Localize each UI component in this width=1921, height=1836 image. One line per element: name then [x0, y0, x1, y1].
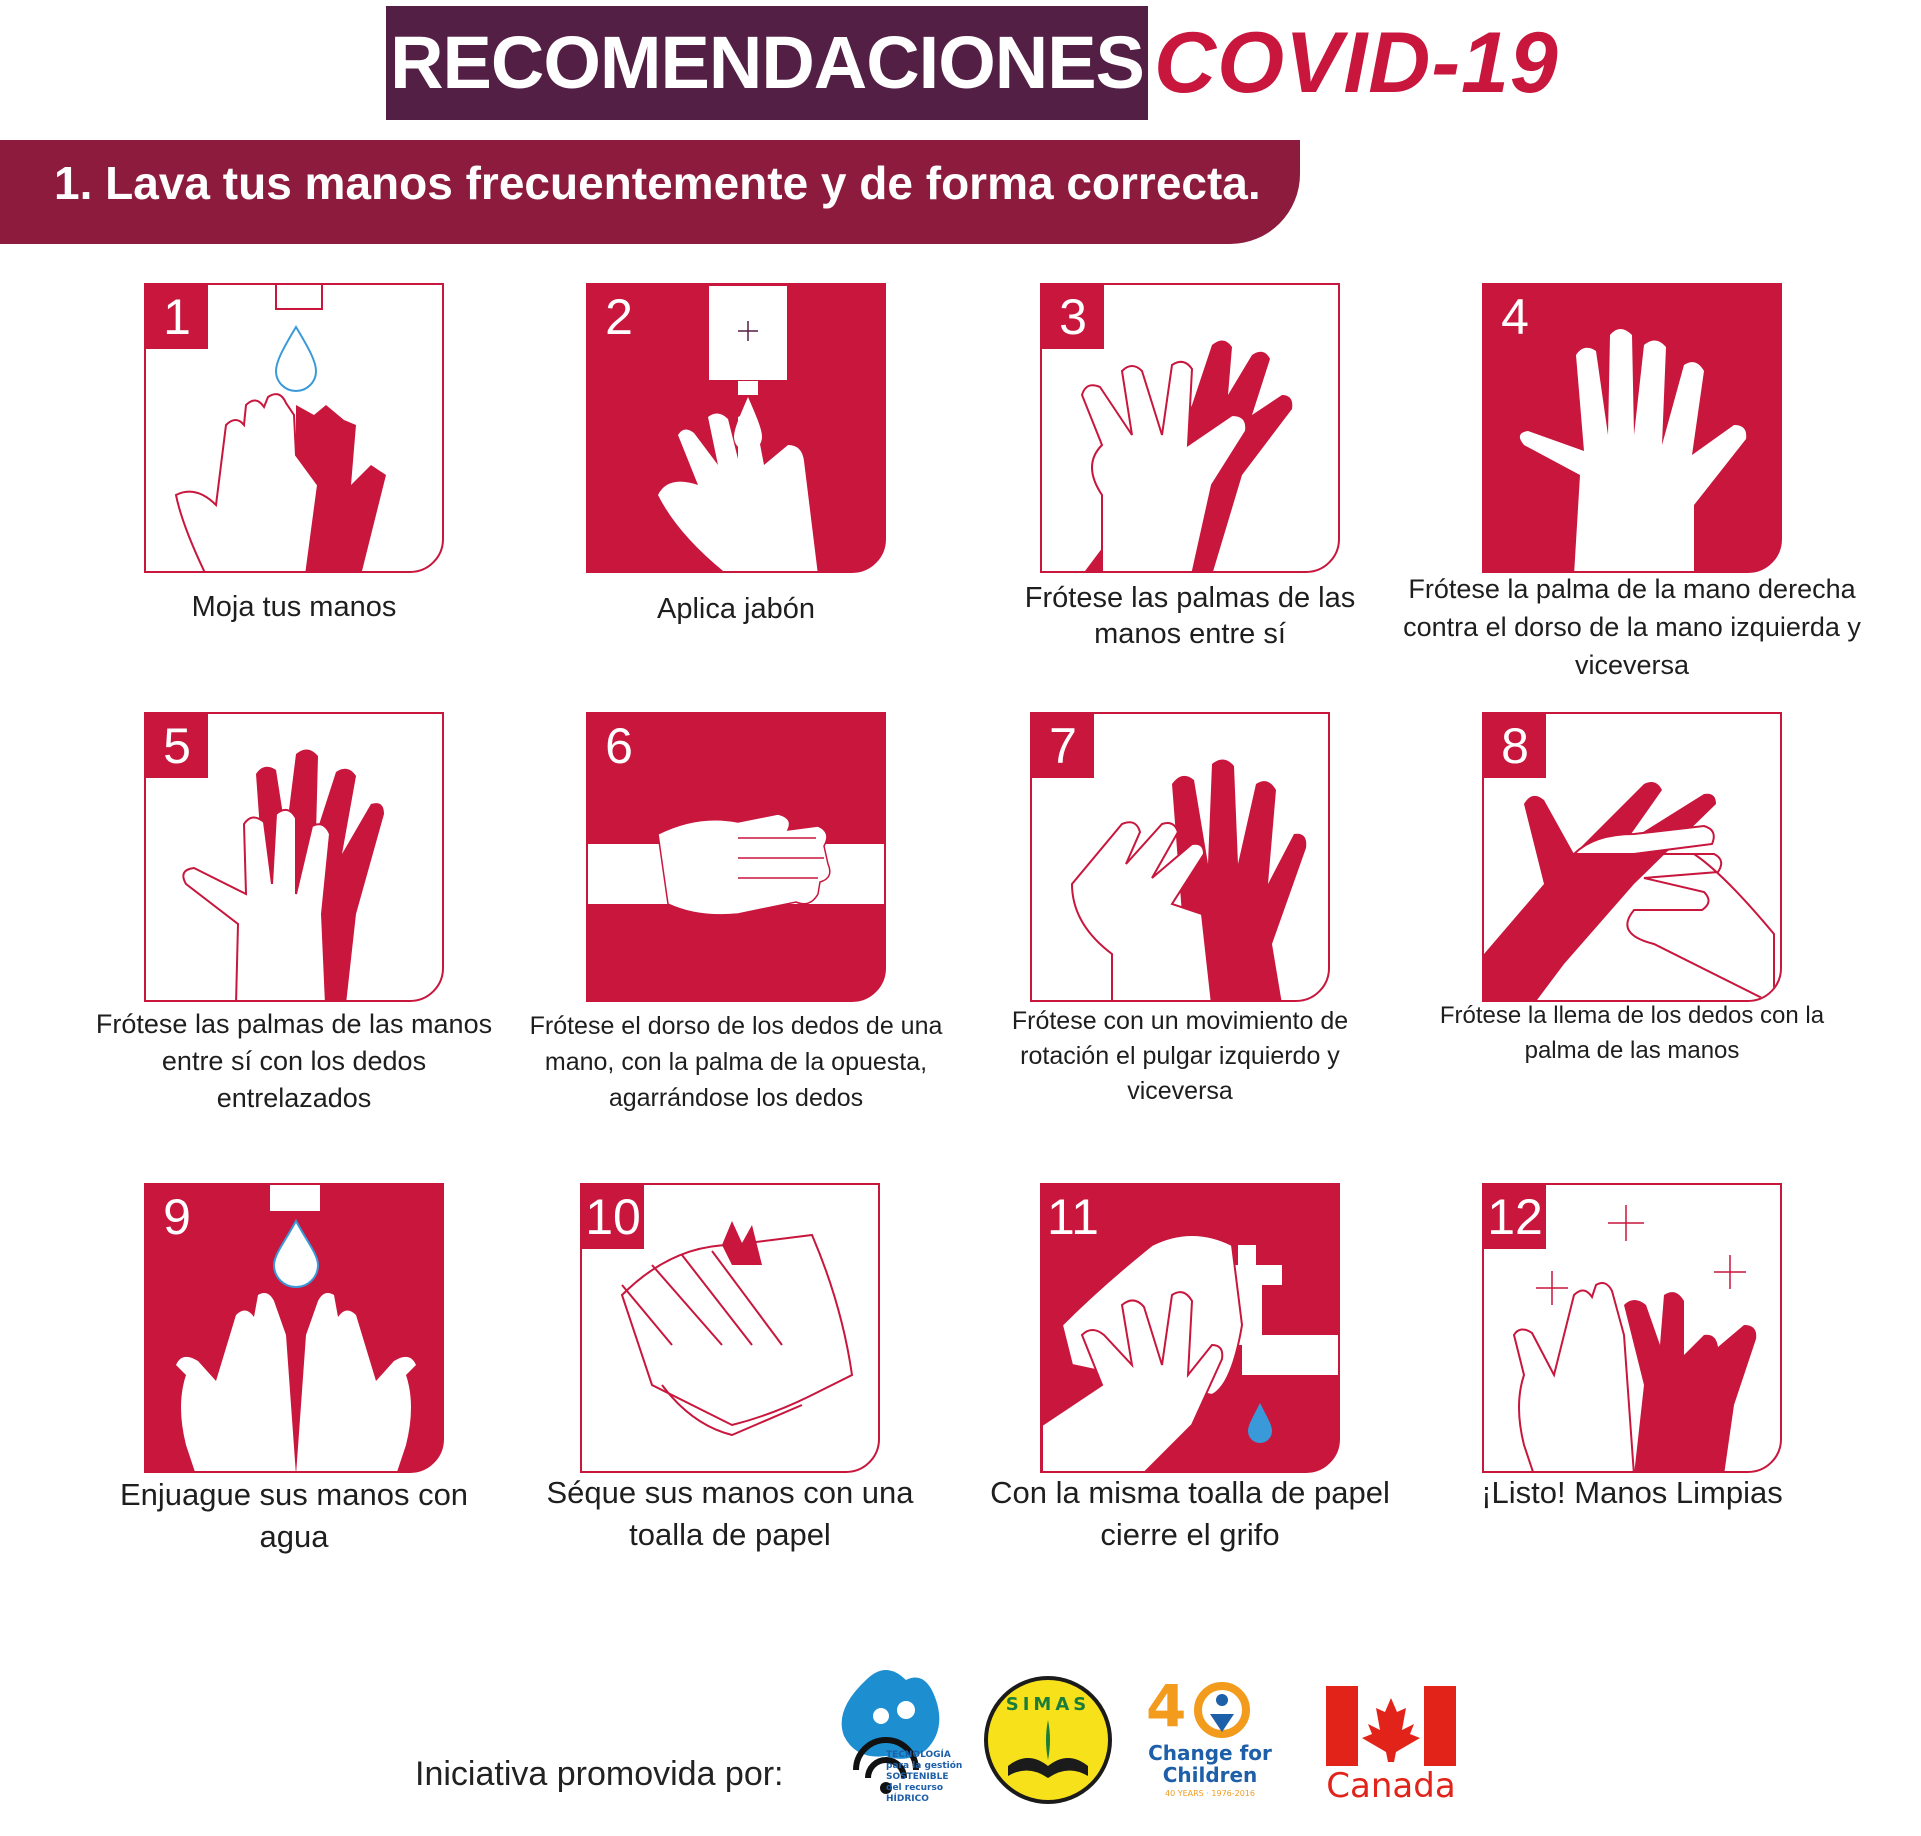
- step-number: 4: [1484, 285, 1546, 349]
- step-number: 2: [588, 285, 650, 349]
- page-title-accent: COVID-19: [1154, 15, 1559, 111]
- step-5-caption: Frótese las palmas de las manos entre sí con los dedos entrelazados: [95, 1009, 493, 1113]
- cfc-line2: Children: [1162, 1763, 1258, 1787]
- section-heading: 1. Lava tus manos frecuentemente y de forma correcta.: [0, 140, 1300, 244]
- step-number: 1: [146, 285, 208, 349]
- change-for-children-logo: 4 Change for Children 40 YEARS · 1976-2016: [1140, 1676, 1280, 1806]
- maple-leaf-icon: [1362, 1698, 1420, 1762]
- step-2-caption: Aplica jabón: [657, 593, 815, 625]
- step-number: 11: [1042, 1185, 1104, 1249]
- step-12-illustration: [1482, 1183, 1782, 1473]
- canada-wordmark: Canada: [1326, 1766, 1456, 1806]
- canada-logo: [1326, 1686, 1456, 1816]
- step-4-illustration: [1482, 283, 1782, 573]
- step-number: 8: [1484, 714, 1546, 778]
- step-8-caption: Frótese la llema de los dedos con la palma de las manos: [1439, 1002, 1825, 1064]
- step-6-caption: Frótese el dorso de los dedos de una mano, con la palma de la opuesta, agarrándose los dedos: [529, 1012, 943, 1112]
- step-9-illustration: [144, 1183, 444, 1473]
- step-5-illustration: [144, 712, 444, 1002]
- step-number: 10: [582, 1185, 644, 1249]
- step-number: 6: [588, 714, 650, 778]
- footer-label: Iniciativa promovida por:: [415, 1755, 784, 1793]
- sparkle-icon: [1536, 1205, 1746, 1305]
- step-6-illustration: [586, 712, 886, 1002]
- cfc-years: 40 YEARS · 1976-2016: [1164, 1789, 1255, 1798]
- cfc-line1: Change for: [1148, 1741, 1272, 1765]
- step-11-caption: Con la misma toalla de papel cierre el grifo: [990, 1475, 1390, 1552]
- step-number: 7: [1032, 714, 1094, 778]
- simas-logo: [984, 1676, 1112, 1804]
- step-10-illustration: [580, 1183, 880, 1473]
- step-9-caption: Enjuague sus manos con agua: [119, 1477, 469, 1554]
- step-11-illustration: [1040, 1183, 1340, 1473]
- step-number: 5: [146, 714, 208, 778]
- step-1-caption: Moja tus manos: [191, 591, 397, 623]
- step-7-illustration: [1030, 712, 1330, 1002]
- step-8-illustration: [1482, 712, 1782, 1002]
- step-number: 9: [146, 1185, 208, 1249]
- step-3-caption: Frótese las palmas de las manos entre sí: [1024, 582, 1356, 650]
- step-7-caption: Frótese con un movimiento de rotación el pulgar izquierdo y viceversa: [1011, 1007, 1349, 1105]
- water-logo-text: TECNOLOGÍA para la gestión SOSTENIBLE del recurso HÍDRICO: [886, 1750, 963, 1804]
- water-technology-logo: [826, 1660, 966, 1812]
- step-number: 12: [1484, 1185, 1546, 1249]
- step-10-caption: Séque sus manos con una toalla de papel: [546, 1475, 914, 1552]
- step-4-caption: Frótese la palma de la mano derecha contra el dorso de la mano izquierda y viceversa: [1403, 574, 1861, 680]
- page-title: RECOMENDACIONES: [386, 6, 1148, 120]
- step-12-caption: ¡Listo! Manos Limpias: [1481, 1475, 1783, 1510]
- step-3-illustration: [1040, 283, 1340, 573]
- step-1-illustration: [144, 283, 444, 573]
- step-number: 3: [1042, 285, 1104, 349]
- step-2-illustration: [586, 283, 886, 573]
- simas-logo-text: SIMAS: [1005, 1694, 1091, 1715]
